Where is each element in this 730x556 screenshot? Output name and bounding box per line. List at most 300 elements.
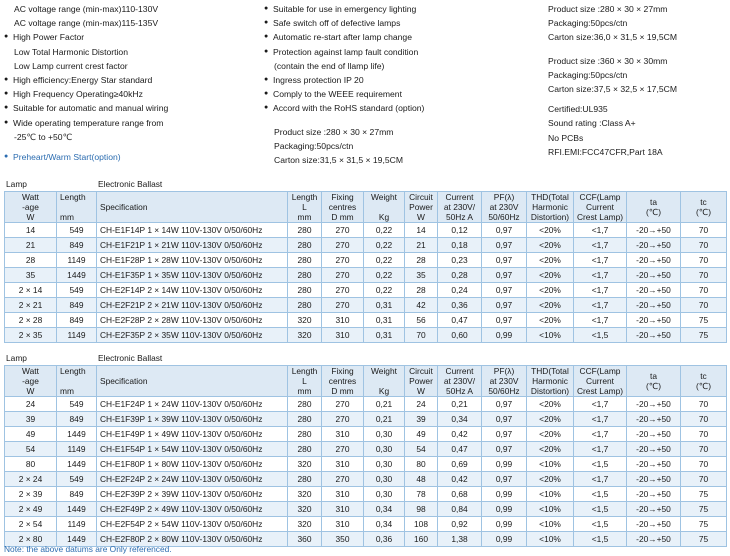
cell-circuit-power: 108 (405, 517, 438, 532)
cell-current: 1,38 (438, 532, 482, 547)
cell-ccf: <1,5 (574, 502, 627, 517)
cell-current: 0,68 (438, 487, 482, 502)
cell-ballast-length: 320 (288, 517, 322, 532)
col-header-ballast-length: Length L mm (288, 192, 322, 223)
cell-power-factor: 0,97 (482, 238, 527, 253)
cell-current: 0,12 (438, 223, 482, 238)
cell-ta: -20→+50 (627, 313, 681, 328)
cell-fixing-centres: 270 (322, 283, 364, 298)
cell-fixing-centres: 270 (322, 442, 364, 457)
cell-weight: 0,22 (364, 268, 405, 283)
cell-fixing-centres: 270 (322, 472, 364, 487)
cell-fixing-centres: 310 (322, 313, 364, 328)
cell-ta: -20→+50 (627, 487, 681, 502)
cell-thd: <20% (527, 298, 574, 313)
table-row (5, 283, 727, 298)
cell-lamp-length: 849 (57, 487, 97, 502)
cell-wattage: 35 (5, 268, 57, 283)
cell-thd: <10% (527, 487, 574, 502)
cell-power-factor: 0,99 (482, 532, 527, 547)
product-size: Product size :280 × 30 × 27mm (548, 4, 668, 14)
cell-current: 0,84 (438, 502, 482, 517)
feature-line: ● Suitable for use in emergency lighting (264, 2, 534, 16)
cell-specification: CH-E2F28P 2 × 28W 110V-130V 0/50/60Hz (97, 313, 288, 328)
cell-ta: -20→+50 (627, 457, 681, 472)
col-header-power-factor: PF(λ) at 230V 50/60Hz (482, 192, 527, 223)
cell-tc: 70 (681, 283, 727, 298)
cell-specification: CH-E2F80P 2 × 80W 110V-130V 0/50/60Hz (97, 532, 288, 547)
col-header-current: Current at 230V/ 50Hz A (438, 192, 482, 223)
col-header-circuit-power: Circuit Power W (405, 366, 438, 397)
cell-ccf: <1,5 (574, 517, 627, 532)
cell-ballast-length: 280 (288, 253, 322, 268)
cell-weight: 0,31 (364, 313, 405, 328)
cell-specification: CH-E1F49P 1 × 49W 110V-130V 0/50/60Hz (97, 427, 288, 442)
table-row (5, 397, 727, 412)
cell-lamp-length: 1449 (57, 268, 97, 283)
cell-weight: 0,30 (364, 442, 405, 457)
cell-tc: 75 (681, 328, 727, 343)
cell-fixing-centres: 270 (322, 268, 364, 283)
cell-weight: 0,31 (364, 328, 405, 343)
cell-ccf: <1,7 (574, 397, 627, 412)
cell-thd: <20% (527, 427, 574, 442)
cell-ta: -20→+50 (627, 283, 681, 298)
carton-size: Carton size:36,0 × 31,5 × 19,5CM (548, 32, 677, 43)
cell-fixing-centres: 310 (322, 427, 364, 442)
cell-ccf: <1,7 (574, 313, 627, 328)
cell-ccf: <1,5 (574, 487, 627, 502)
feature-line: ● High Frequency Operating≥40kHz (4, 87, 259, 101)
packaging-column (548, 2, 728, 159)
cell-fixing-centres: 310 (322, 502, 364, 517)
cell-tc: 70 (681, 442, 727, 457)
cell-circuit-power: 21 (405, 238, 438, 253)
cell-tc: 75 (681, 502, 727, 517)
col-header-circuit-power: Circuit Power W (405, 192, 438, 223)
cell-tc: 70 (681, 253, 727, 268)
bullet-icon: ● (264, 90, 269, 98)
footnote: Note: the above datums are Only referenced. (4, 544, 172, 554)
cell-ballast-length: 320 (288, 457, 322, 472)
cell-ta: -20→+50 (627, 223, 681, 238)
col-header-specification: Specification (97, 366, 288, 397)
table-row (5, 298, 727, 313)
cell-ballast-length: 320 (288, 502, 322, 517)
cell-thd: <20% (527, 412, 574, 427)
product-size: Product size :360 × 30 × 30mm (548, 55, 668, 66)
cell-ballast-length: 320 (288, 487, 322, 502)
cell-weight: 0,30 (364, 427, 405, 442)
cell-ballast-length: 280 (288, 412, 322, 427)
cell-wattage: 2 × 39 (5, 487, 57, 502)
cell-circuit-power: 78 (405, 487, 438, 502)
cell-current: 0,42 (438, 427, 482, 442)
cell-power-factor: 0,97 (482, 268, 527, 283)
cell-power-factor: 0,97 (482, 472, 527, 487)
cell-current: 0,21 (438, 397, 482, 412)
cell-specification: CH-E1F24P 1 × 24W 110V-130V 0/50/60Hz (97, 397, 288, 412)
cell-circuit-power: 56 (405, 313, 438, 328)
feature-line: ● Suitable for automatic and manual wiring (4, 101, 259, 115)
bullet-icon: ● (264, 33, 269, 41)
ballast-label: Electronic Ballast (98, 179, 163, 189)
cell-power-factor: 0,97 (482, 313, 527, 328)
cell-circuit-power: 14 (405, 223, 438, 238)
cell-wattage: 39 (5, 412, 57, 427)
cell-specification: CH-E1F54P 1 × 54W 110V-130V 0/50/60Hz (97, 442, 288, 457)
cell-power-factor: 0,97 (482, 223, 527, 238)
cell-wattage: 2 × 24 (5, 472, 57, 487)
cell-specification: CH-E1F35P 1 × 35W 110V-130V 0/50/60Hz (97, 268, 288, 283)
table-row (5, 517, 727, 532)
feature-line: (contain the end of llamp life) (274, 60, 385, 71)
cell-weight: 0,34 (364, 517, 405, 532)
cell-weight: 0,34 (364, 502, 405, 517)
cell-current: 0,36 (438, 298, 482, 313)
cell-lamp-length: 849 (57, 238, 97, 253)
col-header-wattage: Watt -age W (5, 366, 57, 397)
cell-ta: -20→+50 (627, 238, 681, 253)
cell-power-factor: 0,99 (482, 328, 527, 343)
cell-ballast-length: 280 (288, 442, 322, 457)
bullet-icon: ● (4, 75, 9, 83)
cell-wattage: 2 × 21 (5, 298, 57, 313)
cell-ccf: <1,5 (574, 532, 627, 547)
carton-size: Carton size:31,5 × 31,5 × 19,5CM (274, 154, 403, 165)
cell-circuit-power: 54 (405, 442, 438, 457)
cell-thd: <20% (527, 238, 574, 253)
cell-ballast-length: 360 (288, 532, 322, 547)
cell-wattage: 2 × 28 (5, 313, 57, 328)
table-row (5, 427, 727, 442)
cell-wattage: 14 (5, 223, 57, 238)
cell-ballast-length: 280 (288, 268, 322, 283)
cell-power-factor: 0,97 (482, 283, 527, 298)
table-row (5, 502, 727, 517)
cell-lamp-length: 1149 (57, 517, 97, 532)
sound-rating: Sound rating :Class A+ (548, 118, 636, 129)
cell-circuit-power: 98 (405, 502, 438, 517)
col-header-lamp-length: Length mm (57, 192, 97, 223)
cell-wattage: 2 × 35 (5, 328, 57, 343)
cell-wattage: 54 (5, 442, 57, 457)
cell-power-factor: 0,99 (482, 487, 527, 502)
cell-ballast-length: 320 (288, 313, 322, 328)
cell-circuit-power: 24 (405, 397, 438, 412)
cell-thd: <20% (527, 283, 574, 298)
cell-power-factor: 0,97 (482, 427, 527, 442)
feature-line: ● Safe switch off of defective lamps (264, 16, 534, 30)
cell-current: 0,42 (438, 472, 482, 487)
cell-weight: 0,21 (364, 412, 405, 427)
cell-tc: 70 (681, 298, 727, 313)
ballast-label: Electronic Ballast (98, 353, 163, 363)
feature-line: AC voltage range (min-max)110-130V (14, 4, 159, 14)
certification: Certified:UL935 (548, 104, 608, 115)
cell-ccf: <1,7 (574, 472, 627, 487)
ballast-table-1 (4, 191, 727, 343)
cell-ta: -20→+50 (627, 532, 681, 547)
cell-specification: CH-E1F28P 1 × 28W 110V-130V 0/50/60Hz (97, 253, 288, 268)
cell-current: 0,47 (438, 442, 482, 457)
cell-fixing-centres: 270 (322, 223, 364, 238)
cell-fixing-centres: 270 (322, 238, 364, 253)
cell-tc: 75 (681, 532, 727, 547)
cell-weight: 0,30 (364, 457, 405, 472)
cell-fixing-centres: 310 (322, 328, 364, 343)
cell-tc: 75 (681, 517, 727, 532)
cell-weight: 0,22 (364, 283, 405, 298)
features-column-2 (264, 2, 534, 167)
feature-line: ● Automatic re-start after lamp change (264, 30, 534, 44)
col-header-ta: ta (℃) (627, 192, 681, 223)
cell-weight: 0,22 (364, 253, 405, 268)
cell-ccf: <1,7 (574, 442, 627, 457)
cell-ta: -20→+50 (627, 502, 681, 517)
cell-current: 0,60 (438, 328, 482, 343)
bullet-icon: ● (264, 5, 269, 12)
cell-tc: 70 (681, 238, 727, 253)
specifications-block (0, 0, 730, 176)
cell-ta: -20→+50 (627, 517, 681, 532)
cell-tc: 75 (681, 487, 727, 502)
cell-fixing-centres: 270 (322, 298, 364, 313)
cell-circuit-power: 49 (405, 427, 438, 442)
col-header-specification: Specification (97, 192, 288, 223)
cell-wattage: 2 × 80 (5, 532, 57, 547)
cell-weight: 0,30 (364, 472, 405, 487)
feature-line: Low Lamp current crest factor (14, 60, 128, 71)
table-row (5, 253, 727, 268)
rfi-emi: RFI.EMI:FCC47CFR,Part 18A (548, 146, 663, 157)
cell-ballast-length: 280 (288, 238, 322, 253)
ballast-table-2 (4, 365, 727, 547)
col-header-tc: tc (℃) (681, 192, 727, 223)
cell-current: 0,34 (438, 412, 482, 427)
cell-current: 0,92 (438, 517, 482, 532)
cell-wattage: 2 × 54 (5, 517, 57, 532)
cell-specification: CH-E2F49P 2 × 49W 110V-130V 0/50/60Hz (97, 502, 288, 517)
cell-lamp-length: 549 (57, 472, 97, 487)
cell-specification: CH-E2F21P 2 × 21W 110V-130V 0/50/60Hz (97, 298, 288, 313)
cell-circuit-power: 28 (405, 253, 438, 268)
cell-ballast-length: 280 (288, 427, 322, 442)
cell-ballast-length: 280 (288, 397, 322, 412)
packaging: Packaging:50pcs/ctn (548, 69, 628, 80)
cell-circuit-power: 42 (405, 298, 438, 313)
cell-thd: <20% (527, 442, 574, 457)
product-size: Product size :280 × 30 × 27mm (274, 126, 394, 137)
cell-wattage: 2 × 14 (5, 283, 57, 298)
cell-ballast-length: 280 (288, 298, 322, 313)
packaging: Packaging:50pcs/ctn (548, 18, 628, 29)
cell-current: 0,18 (438, 238, 482, 253)
cell-ccf: <1,7 (574, 298, 627, 313)
table-row (5, 457, 727, 472)
feature-line: ● Wide operating temperature range from (4, 116, 259, 130)
cell-power-factor: 0,99 (482, 517, 527, 532)
cell-fixing-centres: 310 (322, 487, 364, 502)
col-header-ccf: CCF(Lamp Current Crest Lamp) (574, 192, 627, 223)
cell-tc: 70 (681, 397, 727, 412)
col-header-power-factor: PF(λ) at 230V 50/60Hz (482, 366, 527, 397)
table-row (5, 328, 727, 343)
col-header-ballast-length: Length L mm (288, 366, 322, 397)
cell-weight: 0,22 (364, 238, 405, 253)
lamp-label: Lamp (6, 179, 27, 189)
cell-specification: CH-E1F21P 1 × 21W 110V-130V 0/50/60Hz (97, 238, 288, 253)
feature-line: -25℃ to +50℃ (14, 131, 73, 142)
cell-power-factor: 0,97 (482, 253, 527, 268)
cell-lamp-length: 1449 (57, 502, 97, 517)
col-header-fixing-centres: Fixing centres D mm (322, 366, 364, 397)
cell-specification: CH-E2F39P 2 × 39W 110V-130V 0/50/60Hz (97, 487, 288, 502)
cell-circuit-power: 48 (405, 472, 438, 487)
bullet-icon: ● (4, 152, 9, 160)
cell-ccf: <1,7 (574, 427, 627, 442)
cell-thd: <10% (527, 457, 574, 472)
cell-lamp-length: 549 (57, 283, 97, 298)
cell-lamp-length: 1149 (57, 328, 97, 343)
cell-power-factor: 0,97 (482, 397, 527, 412)
cell-ta: -20→+50 (627, 298, 681, 313)
cell-specification: CH-E1F14P 1 × 14W 110V-130V 0/50/60Hz (97, 223, 288, 238)
col-header-wattage: Watt -age W (5, 192, 57, 223)
bullet-icon: ● (4, 104, 9, 112)
bullet-icon: ● (264, 104, 269, 112)
cell-ccf: <1,7 (574, 268, 627, 283)
cell-weight: 0,36 (364, 532, 405, 547)
col-header-thd: THD(Total Harmonic Distortion) (527, 366, 574, 397)
cell-circuit-power: 39 (405, 412, 438, 427)
preheat-option: ● Preheart/Warm Start(option) (4, 150, 259, 164)
cell-thd: <10% (527, 502, 574, 517)
cell-lamp-length: 1149 (57, 442, 97, 457)
cell-current: 0,24 (438, 283, 482, 298)
cell-specification: CH-E2F24P 2 × 24W 110V-130V 0/50/60Hz (97, 472, 288, 487)
table-row (5, 313, 727, 328)
col-header-fixing-centres: Fixing centres D mm (322, 192, 364, 223)
cell-wattage: 21 (5, 238, 57, 253)
cell-wattage: 2 × 49 (5, 502, 57, 517)
cell-ta: -20→+50 (627, 442, 681, 457)
cell-ta: -20→+50 (627, 328, 681, 343)
cell-ballast-length: 280 (288, 223, 322, 238)
col-header-weight: Weight Kg (364, 366, 405, 397)
cell-fixing-centres: 310 (322, 457, 364, 472)
cell-thd: <10% (527, 517, 574, 532)
feature-line: ● Protection against lamp fault condition (264, 45, 534, 59)
cell-ta: -20→+50 (627, 253, 681, 268)
cell-lamp-length: 849 (57, 313, 97, 328)
feature-line: ● Accord with the RoHS standard (option) (264, 101, 534, 115)
cell-tc: 70 (681, 412, 727, 427)
cell-tc: 70 (681, 268, 727, 283)
cell-current: 0,28 (438, 268, 482, 283)
col-header-ta: ta (℃) (627, 366, 681, 397)
col-header-lamp-length: Length mm (57, 366, 97, 397)
bullet-icon: ● (4, 33, 9, 41)
cell-ta: -20→+50 (627, 412, 681, 427)
cell-fixing-centres: 270 (322, 397, 364, 412)
cell-power-factor: 0,97 (482, 412, 527, 427)
feature-line: ● Ingress protection IP 20 (264, 73, 534, 87)
cell-thd: <20% (527, 253, 574, 268)
col-header-ccf: CCF(Lamp Current Crest Lamp) (574, 366, 627, 397)
feature-line: ● High Power Factor (4, 30, 259, 44)
table-header-row (5, 366, 727, 397)
cell-thd: <20% (527, 268, 574, 283)
cell-specification: CH-E2F14P 2 × 14W 110V-130V 0/50/60Hz (97, 283, 288, 298)
cell-lamp-length: 849 (57, 412, 97, 427)
table-row (5, 412, 727, 427)
cell-weight: 0,31 (364, 298, 405, 313)
col-header-thd: THD(Total Harmonic Distortion) (527, 192, 574, 223)
cell-weight: 0,22 (364, 223, 405, 238)
cell-ccf: <1,7 (574, 223, 627, 238)
cell-wattage: 80 (5, 457, 57, 472)
cell-wattage: 24 (5, 397, 57, 412)
table-row (5, 487, 727, 502)
cell-specification: CH-E1F39P 1 × 39W 110V-130V 0/50/60Hz (97, 412, 288, 427)
col-header-weight: Weight Kg (364, 192, 405, 223)
cell-specification: CH-E2F35P 2 × 35W 110V-130V 0/50/60Hz (97, 328, 288, 343)
cell-circuit-power: 70 (405, 328, 438, 343)
table-row (5, 238, 727, 253)
cell-thd: <10% (527, 328, 574, 343)
cell-power-factor: 0,99 (482, 457, 527, 472)
cell-weight: 0,30 (364, 487, 405, 502)
cell-current: 0,47 (438, 313, 482, 328)
feature-line: ● High efficiency:Energy Star standard (4, 73, 259, 87)
features-column-1 (4, 2, 259, 164)
cell-current: 0,69 (438, 457, 482, 472)
cell-tc: 70 (681, 472, 727, 487)
cell-ccf: <1,5 (574, 457, 627, 472)
cell-tc: 70 (681, 427, 727, 442)
cell-circuit-power: 80 (405, 457, 438, 472)
feature-line: AC voltage range (min-max)115-135V (14, 18, 159, 29)
cell-ccf: <1,7 (574, 412, 627, 427)
cell-lamp-length: 849 (57, 298, 97, 313)
cell-circuit-power: 35 (405, 268, 438, 283)
bullet-icon: ● (264, 19, 269, 27)
bullet-icon: ● (4, 90, 9, 98)
table-row (5, 223, 727, 238)
cell-lamp-length: 1149 (57, 253, 97, 268)
table-row (5, 268, 727, 283)
cell-lamp-length: 1449 (57, 427, 97, 442)
feature-line: ● Comply to the WEEE requirement (264, 87, 534, 101)
cell-lamp-length: 549 (57, 397, 97, 412)
table-row (5, 472, 727, 487)
cell-lamp-length: 549 (57, 223, 97, 238)
cell-thd: <20% (527, 223, 574, 238)
cell-thd: <20% (527, 397, 574, 412)
cell-fixing-centres: 310 (322, 517, 364, 532)
packaging: Packaging:50pcs/ctn (274, 140, 354, 151)
cell-thd: <10% (527, 532, 574, 547)
table-row (5, 442, 727, 457)
cell-tc: 70 (681, 457, 727, 472)
cell-fixing-centres: 350 (322, 532, 364, 547)
lamp-label: Lamp (6, 353, 27, 363)
cell-ccf: <1,7 (574, 283, 627, 298)
cell-lamp-length: 1449 (57, 457, 97, 472)
cell-circuit-power: 160 (405, 532, 438, 547)
cell-ccf: <1,5 (574, 328, 627, 343)
